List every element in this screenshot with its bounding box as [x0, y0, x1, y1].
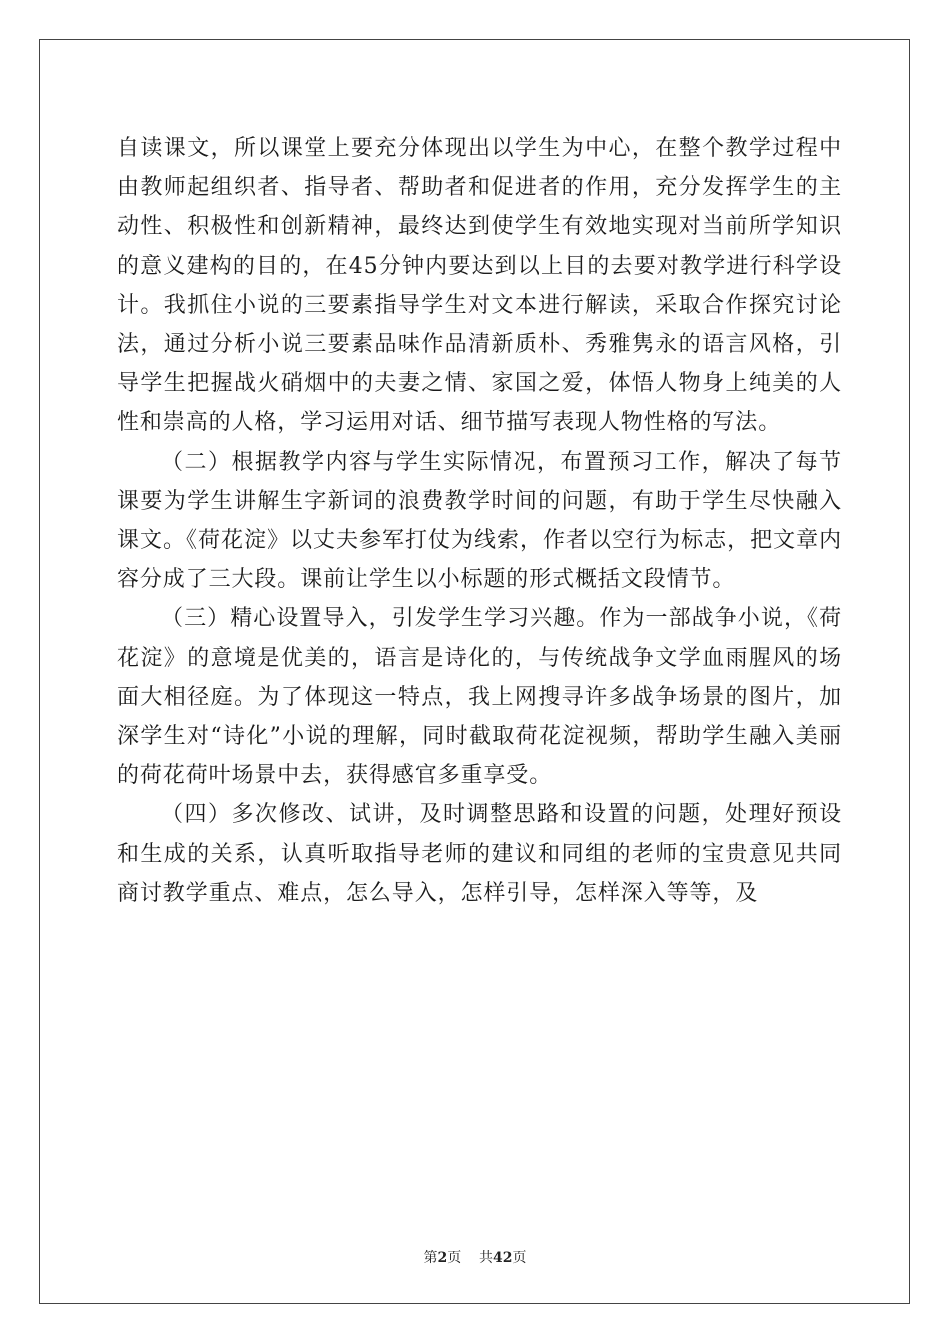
footer-total-suffix: 页: [512, 1250, 527, 1266]
footer-total-prefix: 共: [479, 1250, 494, 1266]
footer-page-prefix: 第: [423, 1250, 438, 1266]
footer-total-pages: 42: [493, 1250, 513, 1266]
footer-page-suffix: 页: [447, 1250, 462, 1266]
document-body: [117, 129, 842, 913]
paragraph-4: （四）多次修改、试讲，及时调整思路和设置的问题，处理好预设和生成的关系，认真听取指导老师的建议和同组的老师的宝贵意见共同商讨教学重点、难点，怎么导入，怎样引导，怎样深入等等，及: [117, 802, 842, 906]
paragraph-continuation: 自读课文，所以课堂上要充分体现出以学生为中心，在整个教学过程中由教师起组织者、指导者、帮助者和促进者的作用，充分发挥学生的主动性、积极性和创新精神，最终达到使学生有效地实现对当前所学知识的意义建构的目的，在45分钟内要达到以上目的去要对教学进行科学设计。我抓住小说的三要素指导学生对文本进行解读，采取合作探究讨论法，通过分析小说三要素品味作品清新质朴、秀雅隽永的语言风格，引导学生把握战火硝烟中的夫妻之情、家国之爱，体悟人物身上纯美的人性和崇高的人格，学习运用对话、细节描写表现人物性格的写法。: [117, 136, 842, 436]
paragraph-3: （三）精心设置导入，引发学生学习兴趣。作为一部战争小说，《荷花淀》的意境是优美的，语言是诗化的，与传统战争文学血雨腥风的场面大相径庭。为了体现这一特点，我上网搜寻许多战争场景的图片，加深学生对“诗化”小说的理解，同时截取荷花淀视频，帮助学生融入美丽的荷花荷叶场景中去，获得感官多重享受。: [117, 606, 842, 789]
page-footer: [0, 1247, 950, 1267]
paragraph-2: （二）根据教学内容与学生实际情况，布置预习工作，解决了每节课要为学生讲解生字新词的浪费教学时间的问题，有助于学生尽快融入课文。《荷花淀》以丈夫参军打仗为线索，作者以空行为标志，把文章内容分成了三大段。课前让学生以小标题的形式概括文段情节。: [117, 449, 842, 593]
footer-page-number: 2: [437, 1250, 448, 1266]
